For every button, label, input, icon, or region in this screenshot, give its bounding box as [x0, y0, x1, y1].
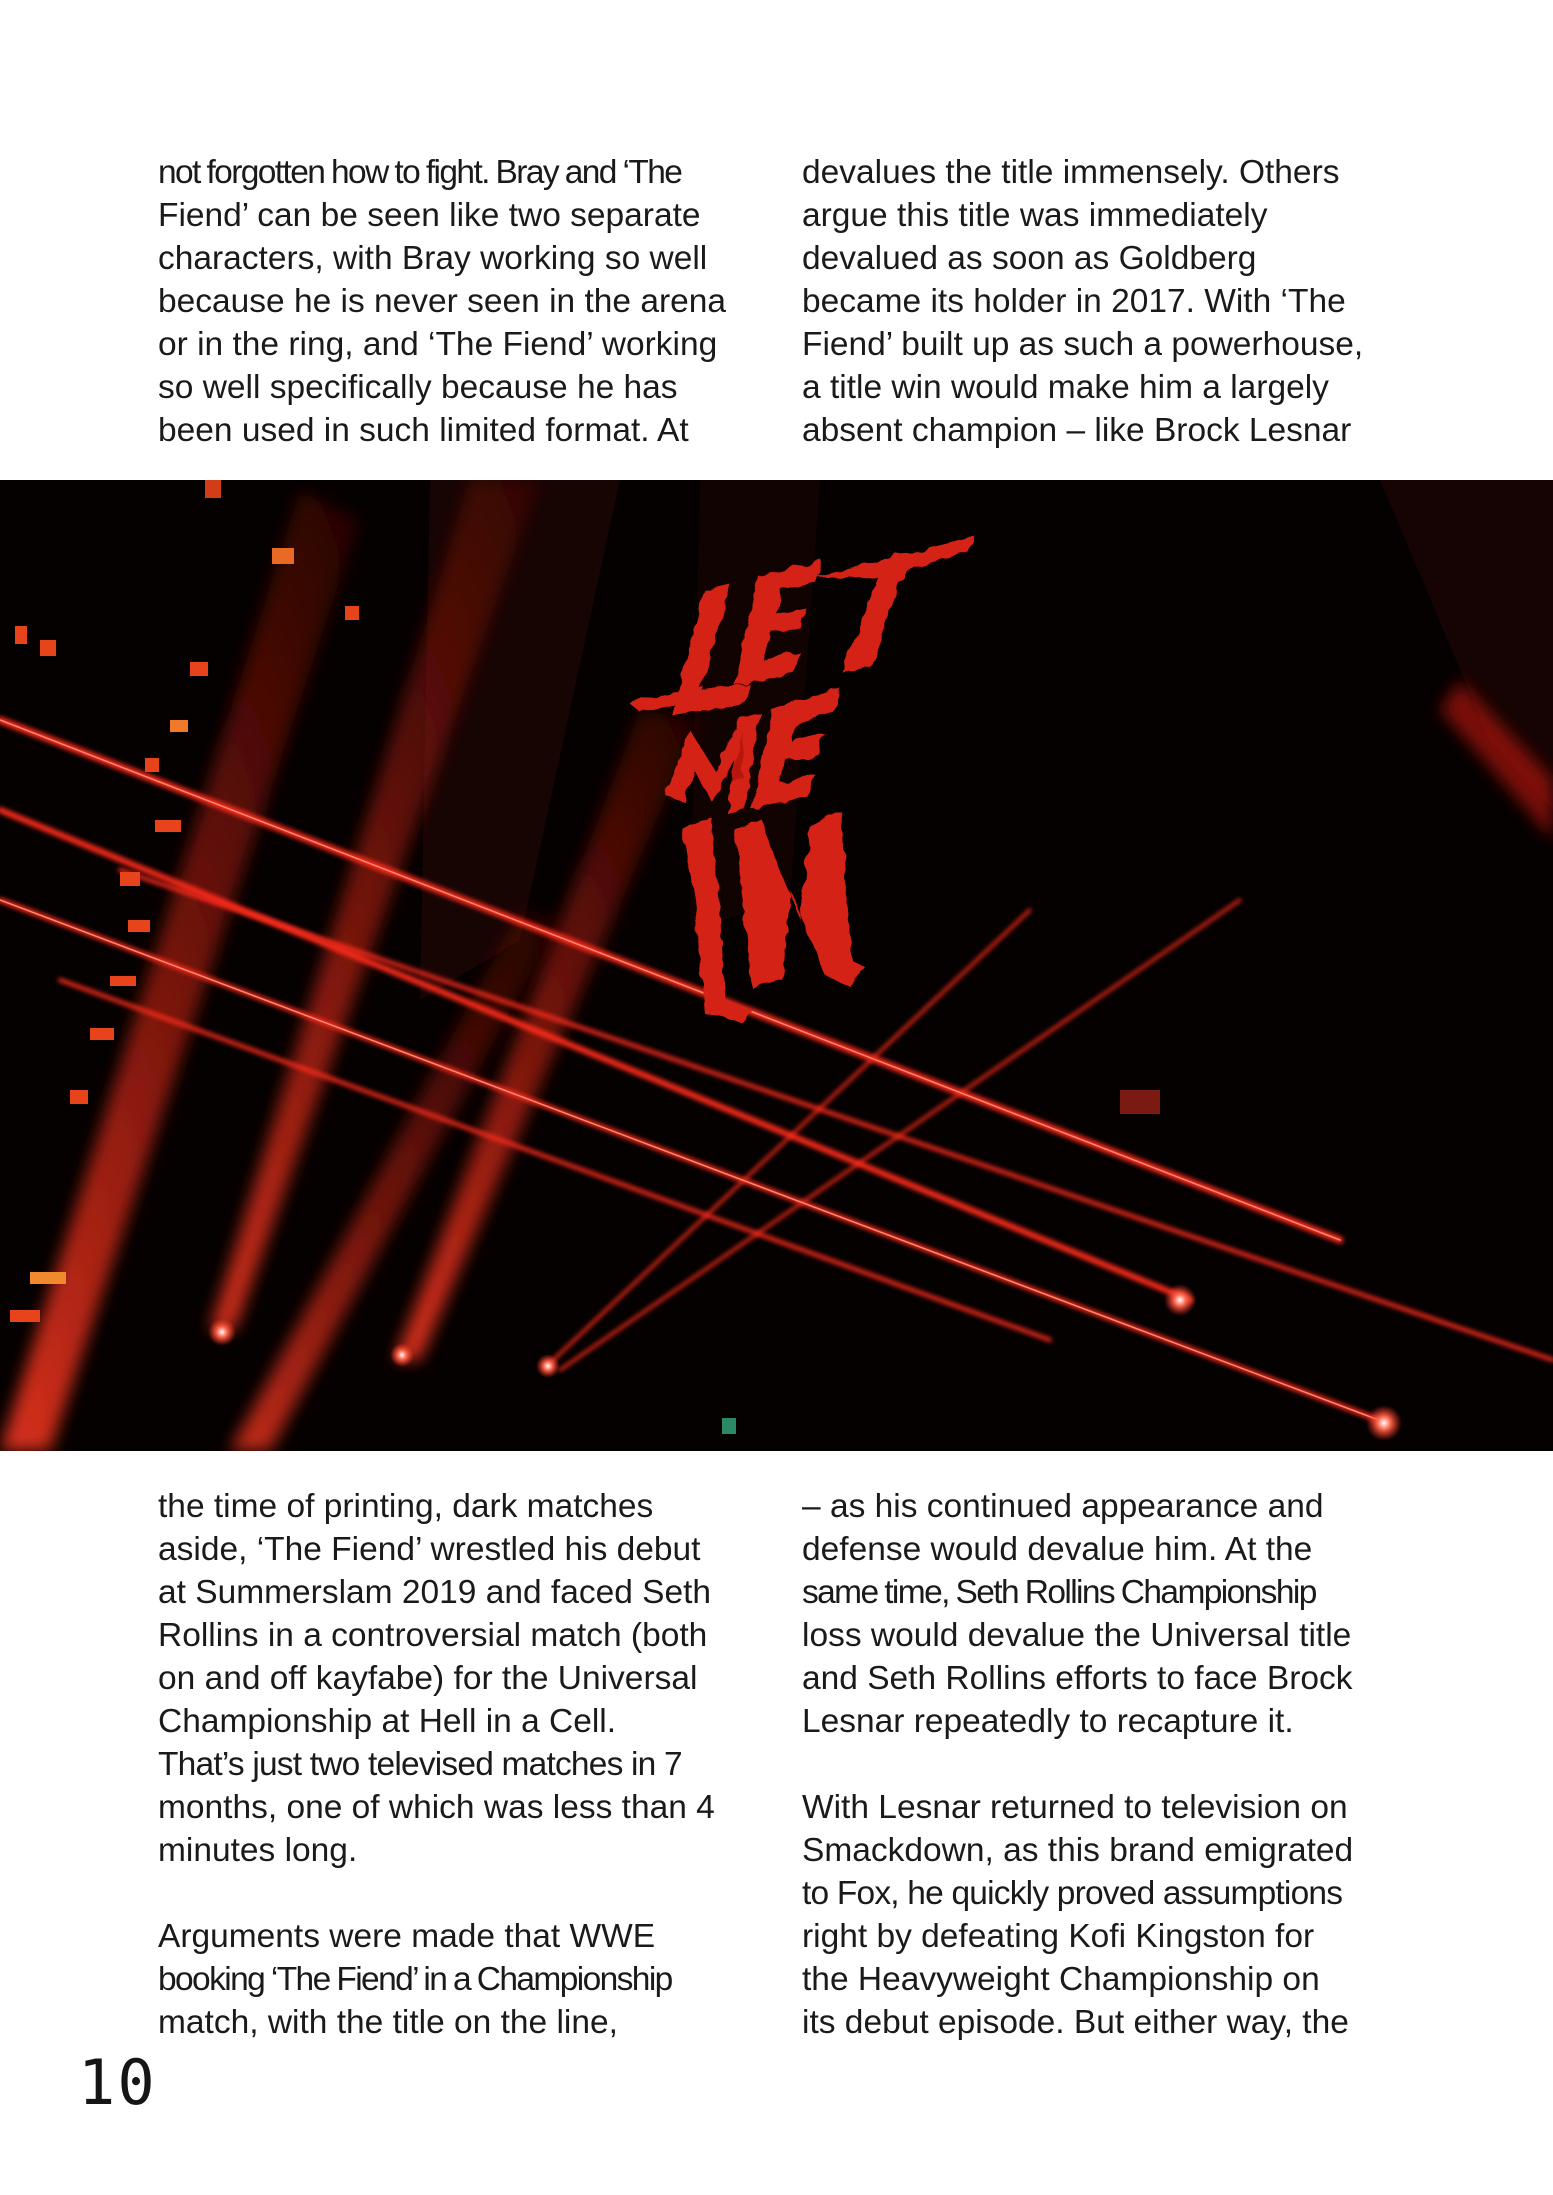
light-dot — [190, 662, 208, 676]
light-dot — [70, 1090, 88, 1104]
let-me-in-laser-photo — [0, 480, 1553, 1451]
text-line: loss would devalue the Universal title — [802, 1617, 1352, 1654]
text-line: been used in such limited format. At — [158, 412, 689, 449]
light-dot — [128, 920, 150, 932]
article-column-top-right — [802, 151, 1395, 452]
paragraph — [802, 151, 1395, 452]
text-line: Championship at Hell in a Cell. — [158, 1703, 617, 1740]
text-line: its debut episode. But either way, the — [802, 2004, 1349, 2041]
text-line: defense would devalue him. At the — [802, 1531, 1313, 1568]
text-line: characters, with Bray working so well — [158, 240, 708, 277]
text-line: Fiend’ built up as such a powerhouse, — [802, 326, 1364, 363]
article-column-bottom-right — [802, 1485, 1395, 2044]
light-dot — [30, 1272, 66, 1284]
text-line: – as his continued appearance and — [802, 1488, 1324, 1525]
text-line: because he is never seen in the arena — [158, 283, 727, 320]
paragraph — [802, 1786, 1395, 2044]
light-dot — [1120, 1090, 1160, 1114]
laser-source — [1164, 1284, 1196, 1316]
light-dot — [272, 548, 294, 564]
paragraph — [802, 1485, 1395, 1743]
text-line: the time of printing, dark matches — [158, 1488, 654, 1525]
light-dot — [90, 1028, 114, 1040]
text-line: so well specifically because he has — [158, 369, 678, 406]
laser-source — [390, 1343, 414, 1367]
light-dot — [205, 480, 221, 498]
text-line: devalues the title immensely. Others — [802, 154, 1340, 191]
text-line: Fiend’ can be seen like two separate — [158, 197, 701, 234]
laser-scene — [0, 480, 1553, 1451]
text-line: Smackdown, as this brand emigrated — [802, 1832, 1354, 1869]
light-dot — [145, 758, 159, 772]
light-dot — [110, 976, 136, 986]
text-line: a title win would make him a largely — [802, 369, 1329, 406]
text-line: same time, Seth Rollins Championship — [802, 1574, 1316, 1611]
text-line: Rollins in a controversial match (both — [158, 1617, 708, 1654]
text-line: and Seth Rollins efforts to face Brock — [802, 1660, 1353, 1697]
text-line: on and off kayfabe) for the Universal — [158, 1660, 698, 1697]
light-dot — [345, 606, 359, 620]
text-line: With Lesnar returned to television on — [802, 1789, 1348, 1826]
text-line: devalued as soon as Goldberg — [802, 240, 1257, 277]
light-dot — [15, 626, 27, 644]
text-line: the Heavyweight Championship on — [802, 1961, 1320, 1998]
light-dot — [722, 1418, 736, 1434]
light-dot — [155, 820, 181, 832]
text-line: argue this title was immediately — [802, 197, 1268, 234]
laser-source — [1366, 1405, 1402, 1441]
text-line: match, with the title on the line, — [158, 2004, 618, 2041]
laser-source — [536, 1354, 560, 1378]
text-line: to Fox, he quickly proved assumptions — [802, 1875, 1343, 1912]
text-line: not forgotten how to fight. Bray and ‘The — [158, 154, 682, 191]
text-line: right by defeating Kofi Kingston for — [802, 1918, 1315, 1955]
laser-source — [208, 1318, 236, 1346]
text-line: at Summerslam 2019 and faced Seth — [158, 1574, 712, 1611]
text-line: or in the ring, and ‘The Fiend’ working — [158, 326, 718, 363]
text-line: months, one of which was less than 4 — [158, 1789, 715, 1826]
text-line: minutes long. — [158, 1832, 358, 1869]
paragraph — [158, 1915, 751, 2044]
page-number: 10 — [78, 2046, 157, 2119]
article-column-top-left — [158, 151, 751, 452]
paragraph — [158, 1485, 751, 1872]
text-line: Arguments were made that WWE — [158, 1918, 656, 1955]
text-line: Lesnar repeatedly to recapture it. — [802, 1703, 1294, 1740]
light-dot — [170, 720, 188, 732]
text-line: booking ‘The Fiend’ in a Championship — [158, 1961, 672, 1998]
paragraph — [158, 151, 751, 452]
text-line: absent champion – like Brock Lesnar — [802, 412, 1352, 449]
light-dot — [10, 1310, 40, 1322]
text-line: aside, ‘The Fiend’ wrestled his debut — [158, 1531, 701, 1568]
article-column-bottom-left — [158, 1485, 751, 2044]
light-dot — [120, 872, 140, 886]
text-line: became its holder in 2017. With ‘The — [802, 283, 1346, 320]
text-line: That’s just two televised matches in 7 — [158, 1746, 682, 1783]
light-dot — [40, 640, 56, 656]
